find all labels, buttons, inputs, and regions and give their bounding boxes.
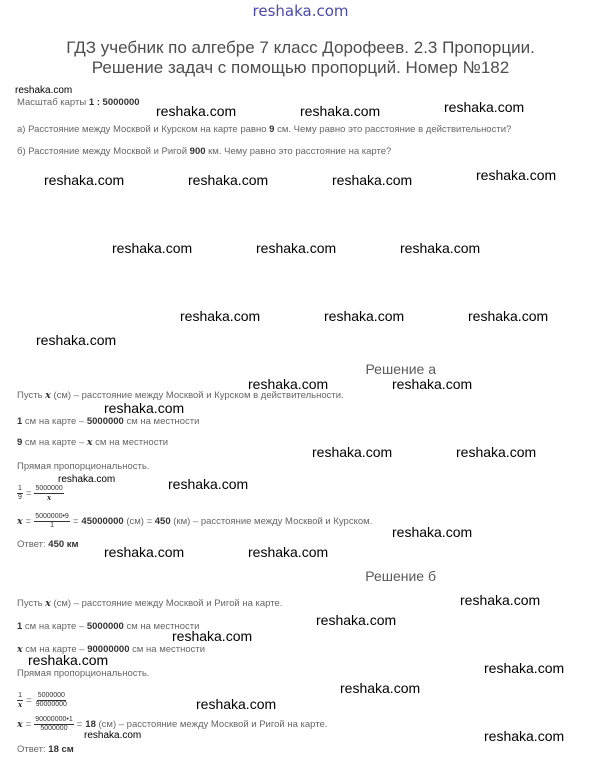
solution-a-line-1: Пусть x (см) – расстояние между Москвой и Курском в действительности.: [17, 390, 344, 401]
watermark: reshaka.com: [460, 592, 541, 608]
fraction: $\frac{1}{9}$: [18, 485, 22, 501]
fraction: $\frac{1}{x}$: [18, 692, 23, 709]
solution-a-heading: Решение а: [365, 361, 436, 377]
watermark: reshaka.com: [36, 332, 117, 348]
watermark: reshaka.com: [104, 400, 185, 416]
watermark: reshaka.com: [316, 612, 397, 628]
solution-a-line-2: 1 см на карте – 5000000 см на местности: [17, 416, 200, 427]
solution-a-line-4: Прямая пропорциональность.: [17, 461, 150, 472]
watermark: reshaka.com: [340, 680, 421, 696]
solution-b-line-2: 1 см на карте – 5000000 см на местности: [17, 621, 200, 632]
fraction: $\frac{5000000}{90000000}$: [35, 692, 67, 708]
solution-b-result: x = $\frac{90000000•1}{5000000}$ = 18 (см) – расстояние между Москвой и Ригой на карте.: [17, 716, 328, 732]
watermark: reshaka.com: [104, 544, 185, 560]
problem-a-text: а) Расстояние между Москвой и Курском на карте равно 9 см. Чему равно это расстояние в действительности?: [17, 124, 512, 135]
watermark: reshaka.com: [15, 85, 73, 96]
fraction: $\frac{5000000•9}{1}$: [35, 513, 69, 529]
solution-b-line-4: Прямая пропорциональность.: [17, 668, 150, 679]
watermark: reshaka.com: [468, 308, 549, 324]
watermark: reshaka.com: [196, 696, 277, 712]
watermark: reshaka.com: [324, 308, 405, 324]
solution-b-answer: Ответ: 18 см: [17, 744, 74, 755]
solution-a-answer: Ответ: 450 км: [17, 539, 79, 550]
watermark: reshaka.com: [168, 476, 249, 492]
watermark: reshaka.com: [248, 544, 329, 560]
fraction: $\frac{5000000}{x}$: [35, 485, 63, 502]
watermark: reshaka.com: [332, 172, 413, 188]
watermark: reshaka.com: [476, 167, 557, 183]
watermark: reshaka.com: [392, 524, 473, 540]
solution-b-proportion: $\frac{1}{x}$ = $\frac{5000000}{90000000}$: [18, 692, 67, 709]
watermark: reshaka.com: [172, 628, 253, 644]
problem-b-text: б) Расстояние между Москвой и Ригой 900 км. Чему равно это расстояние на карте?: [17, 146, 392, 157]
watermark: reshaka.com: [456, 444, 537, 460]
watermark: reshaka.com: [400, 240, 481, 256]
fraction: $\frac{90000000•1}{5000000}$: [35, 716, 73, 732]
site-header-link[interactable]: reshaka.com: [252, 2, 349, 20]
solution-b-line-1: Пусть x (см) – расстояние между Москвой и Ригой на карте.: [17, 598, 283, 609]
watermark: reshaka.com: [188, 172, 269, 188]
watermark: reshaka.com: [392, 376, 473, 392]
solution-a-proportion: $\frac{1}{9}$ = $\frac{5000000}{x}$: [18, 485, 63, 502]
watermark: reshaka.com: [444, 99, 525, 115]
solution-b-line-3: x см на карте – 90000000 см на местности: [17, 644, 206, 655]
page-title-line-1: ГДЗ учебник по алгебре 7 класс Дорофеев. 2.3 Пропорции.: [66, 38, 535, 57]
watermark: reshaka.com: [58, 474, 116, 485]
watermark: reshaka.com: [28, 652, 109, 668]
watermark: reshaka.com: [156, 103, 237, 119]
solution-a-line-3: 9 см на карте – x см на местности: [17, 437, 169, 448]
watermark: reshaka.com: [248, 376, 329, 392]
watermark: reshaka.com: [300, 103, 381, 119]
map-scale-text: Масштаб карты 1 : 5000000: [17, 97, 140, 108]
solution-b-heading: Решение б: [365, 568, 436, 584]
watermark: reshaka.com: [312, 444, 393, 460]
watermark: reshaka.com: [112, 240, 193, 256]
watermark: reshaka.com: [484, 728, 565, 744]
watermark: reshaka.com: [44, 172, 125, 188]
watermark: reshaka.com: [256, 240, 337, 256]
watermark: reshaka.com: [84, 730, 142, 741]
watermark: reshaka.com: [484, 660, 565, 676]
solution-a-result: x = $\frac{5000000•9}{1}$ = 45000000 (см) = 450 (км) – расстояние между Москвой и Курском.: [17, 513, 373, 529]
watermark: reshaka.com: [180, 308, 261, 324]
page-title-line-2: Решение задач с помощью пропорций. Номер №182: [91, 58, 510, 77]
